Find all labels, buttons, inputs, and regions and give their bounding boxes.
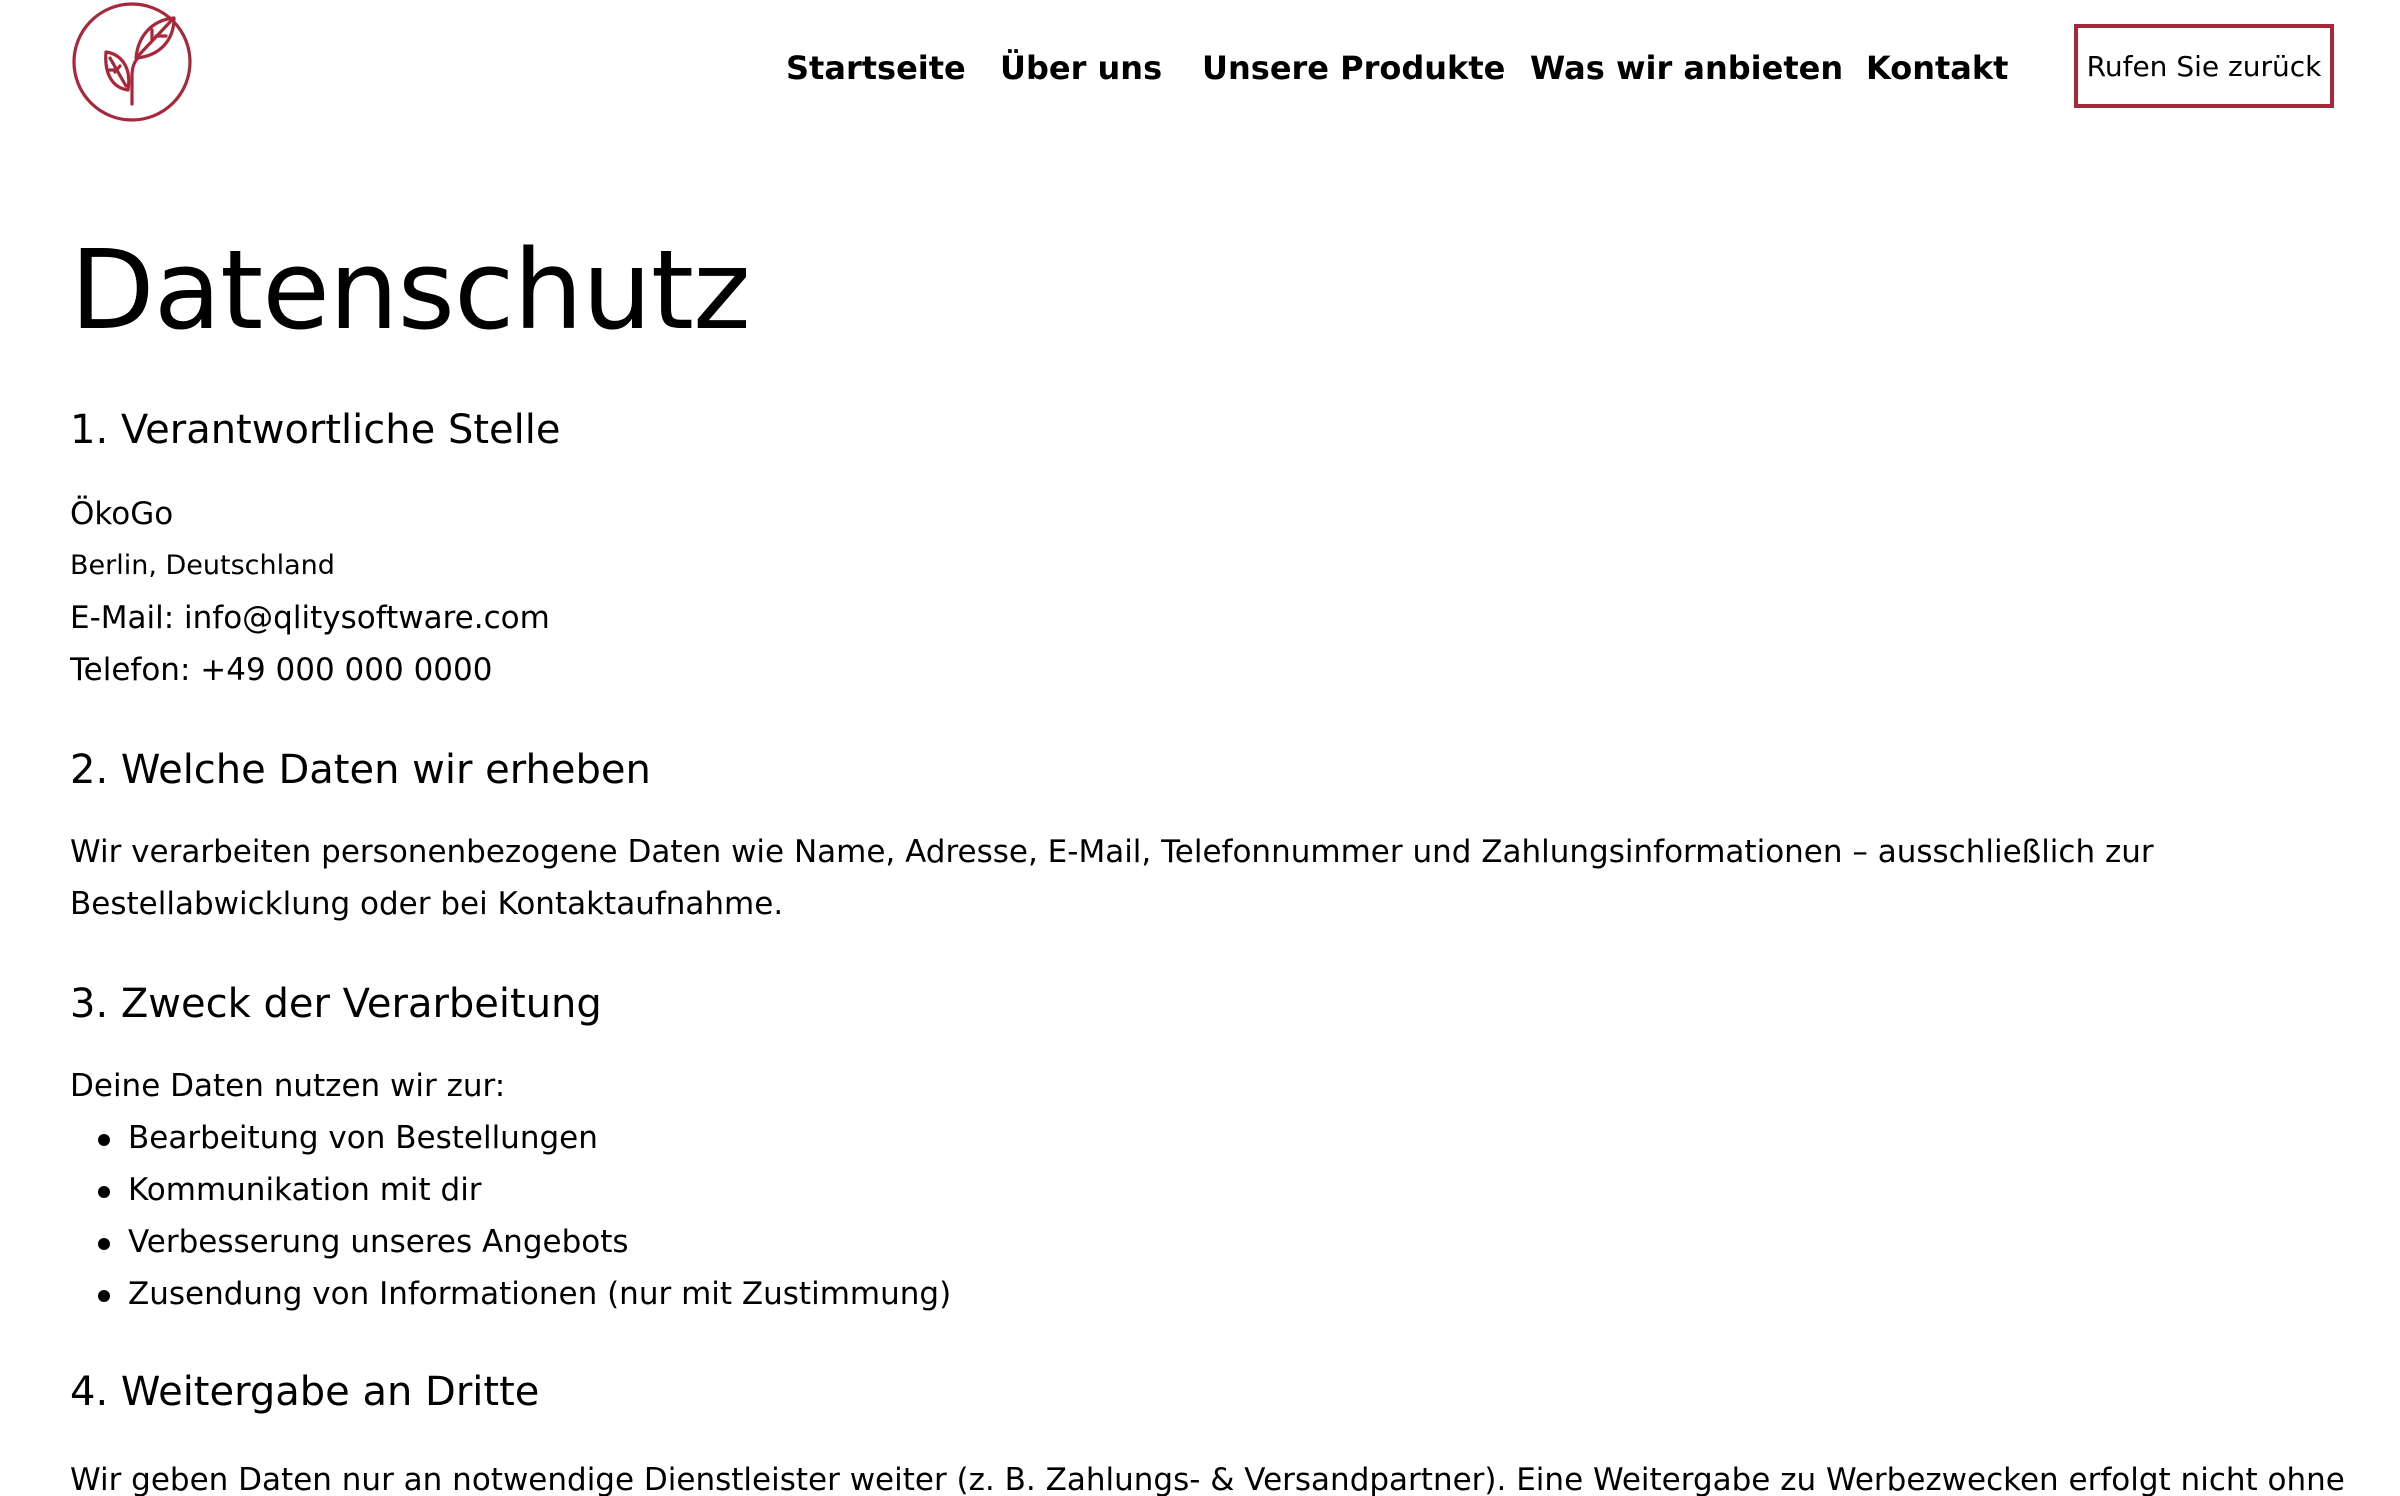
logo-leaves-icon[interactable] bbox=[70, 0, 194, 124]
nav-item-kontakt[interactable]: Kontakt bbox=[1866, 49, 2009, 87]
nav-item-startseite[interactable]: Startseite bbox=[786, 49, 966, 87]
list-item: Bearbeitung von Bestellungen bbox=[128, 1120, 598, 1156]
section-heading-welche-daten: 2. Welche Daten wir erheben bbox=[70, 747, 651, 793]
section-heading-weitergabe: 4. Weitergabe an Dritte bbox=[70, 1369, 540, 1415]
nav-item-unsere-produkte[interactable]: Unsere Produkte bbox=[1202, 49, 1506, 87]
page-title: Datenschutz bbox=[70, 226, 750, 354]
company-name: ÖkoGo bbox=[70, 496, 174, 532]
section-text-zweck-intro: Deine Daten nutzen wir zur: bbox=[70, 1068, 506, 1104]
bullet-icon bbox=[98, 1238, 110, 1250]
section-text-welche-daten-line-1: Wir verarbeiten personenbezogene Daten wie Name, Adresse, E-Mail, Telefonnummer und Zahlungsinformationen – ausschließlich zur bbox=[70, 834, 2154, 870]
contact-phone[interactable]: Telefon: +49 000 000 0000 bbox=[70, 652, 493, 688]
callback-button[interactable]: Rufen Sie zurück bbox=[2074, 24, 2334, 108]
section-heading-verantwortliche-stelle: 1. Verantwortliche Stelle bbox=[70, 407, 561, 453]
section-text-welche-daten-line-2: Bestellabwicklung oder bei Kontaktaufnahme. bbox=[70, 886, 784, 922]
bullet-icon bbox=[98, 1290, 110, 1302]
company-location: Berlin, Deutschland bbox=[70, 550, 335, 581]
list-item: Zusendung von Informationen (nur mit Zustimmung) bbox=[128, 1276, 952, 1312]
list-item: Verbesserung unseres Angebots bbox=[128, 1224, 629, 1260]
bullet-icon bbox=[98, 1134, 110, 1146]
section-heading-zweck: 3. Zweck der Verarbeitung bbox=[70, 981, 602, 1027]
contact-email[interactable]: E-Mail: info@qlitysoftware.com bbox=[70, 600, 550, 636]
nav-item-was-wir-anbieten[interactable]: Was wir anbieten bbox=[1530, 49, 1844, 87]
section-text-weitergabe-line-1: Wir geben Daten nur an notwendige Dienstleister weiter (z. B. Zahlungs- & Versandpartner). Eine Weitergabe zu Werbezwecken erfolgt nicht ohne bbox=[70, 1462, 2345, 1496]
list-item: Kommunikation mit dir bbox=[128, 1172, 482, 1208]
bullet-icon bbox=[98, 1186, 110, 1198]
nav-item-ueber-uns[interactable]: Über uns bbox=[1000, 49, 1163, 87]
